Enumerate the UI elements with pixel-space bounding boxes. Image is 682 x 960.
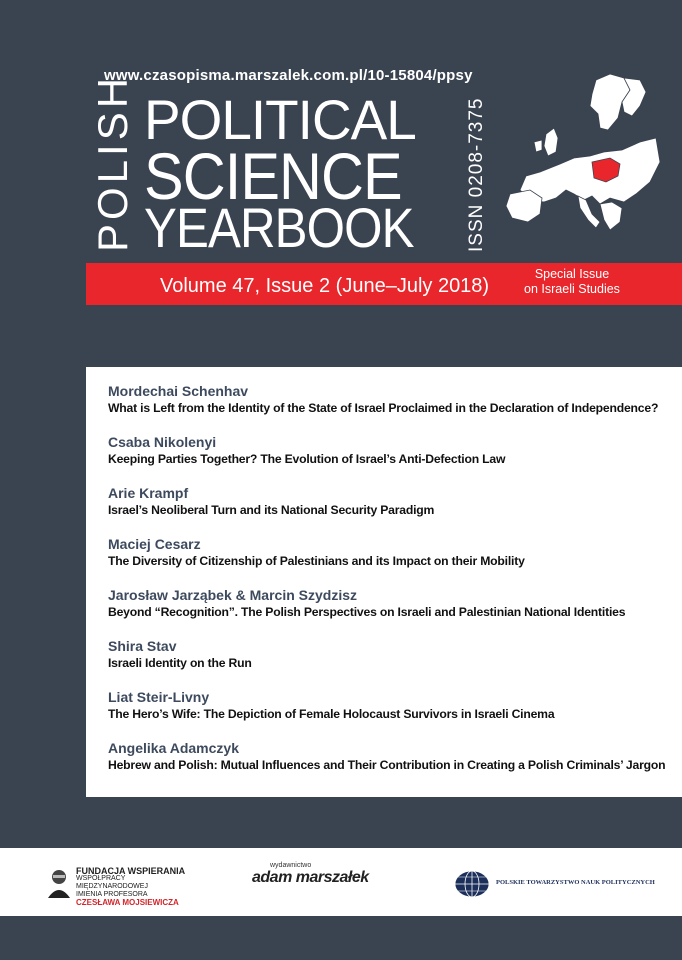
article-author: Angelika Adamczyk <box>108 740 239 756</box>
publisher-small-label: wydawnictwo <box>270 862 312 869</box>
article-author: Liat Steir-Livny <box>108 689 210 705</box>
society-name: POLSKIE TOWARZYSTWO NAUK POLITYCZNYCH <box>496 879 655 886</box>
article-title: Israel’s Neoliberal Turn and its National Security Paradigm <box>108 503 435 517</box>
title-polish-vertical: POLISH <box>89 73 136 252</box>
article-author: Maciej Cesarz <box>108 536 201 552</box>
issue-band <box>86 263 682 305</box>
article-author: Jarosław Jarząbek & Marcin Szydzisz <box>108 587 357 603</box>
publisher-footer <box>0 848 682 916</box>
globe-icon <box>454 870 490 898</box>
list-item <box>108 586 625 621</box>
title-yearbook: YEARBOOK <box>144 196 414 259</box>
list-item <box>108 688 554 723</box>
list-item <box>108 484 434 519</box>
journal-url: www.czasopisma.marszalek.com.pl/10-15804/ppsy <box>104 67 473 84</box>
logo1-line1: FUNDACJA WSPIERANIA <box>76 866 186 876</box>
society-logo <box>454 870 654 900</box>
article-title: Israeli Identity on the Run <box>108 656 252 670</box>
article-author: Mordechai Schenhav <box>108 383 249 399</box>
special-issue-line2: on Israeli Studies <box>524 282 620 296</box>
article-title: Hebrew and Polish: Mutual Influences and Their Contribution in Creating a Polish Criminals’ Jargon <box>108 758 666 772</box>
issn-label: ISSN 0208-7375 <box>466 97 487 252</box>
foundation-logo <box>46 862 196 907</box>
article-author: Csaba Nikolenyi <box>108 434 217 450</box>
table-of-contents <box>86 367 682 797</box>
article-title: Beyond “Recognition”. The Polish Perspectives on Israeli and Palestinian National Identities <box>108 605 626 619</box>
logo1-line2: WSPÓŁPRACY MIĘDZYNARODOWEJ <box>76 875 148 890</box>
list-item <box>108 382 658 417</box>
article-title: Keeping Parties Together? The Evolution of Israel’s Anti-Defection Law <box>108 452 506 466</box>
europe-map-icon <box>500 72 660 252</box>
portrait-icon <box>46 866 72 898</box>
special-issue-label <box>512 267 632 297</box>
logo1-line3: IMIENIA PROFESORA <box>76 891 148 898</box>
article-title: The Diversity of Citizenship of Palestinians and its Impact on their Mobility <box>108 554 525 568</box>
volume-issue: Volume 47, Issue 2 (June–July 2018) <box>160 275 490 297</box>
list-item <box>108 433 505 468</box>
article-title: The Hero’s Wife: The Depiction of Female Holocaust Survivors in Israeli Cinema <box>108 707 555 721</box>
special-issue-line1: Special Issue <box>534 267 610 281</box>
logo1-line4: CZESŁAWA MOJSIEWICZA <box>76 898 179 907</box>
list-item <box>108 739 665 774</box>
list-item <box>108 637 252 672</box>
title-science: SCIENCE <box>144 139 402 213</box>
article-author: Arie Krampf <box>108 485 189 501</box>
publisher-name: adam marszałek <box>252 869 369 886</box>
list-item <box>108 535 525 570</box>
publisher-logo <box>252 862 382 902</box>
title-political: POLITICAL <box>144 88 416 151</box>
article-author: Shira Stav <box>108 638 177 654</box>
article-title: What is Left from the Identity of the State of Israel Proclaimed in the Declaration of Independence? <box>108 401 659 415</box>
